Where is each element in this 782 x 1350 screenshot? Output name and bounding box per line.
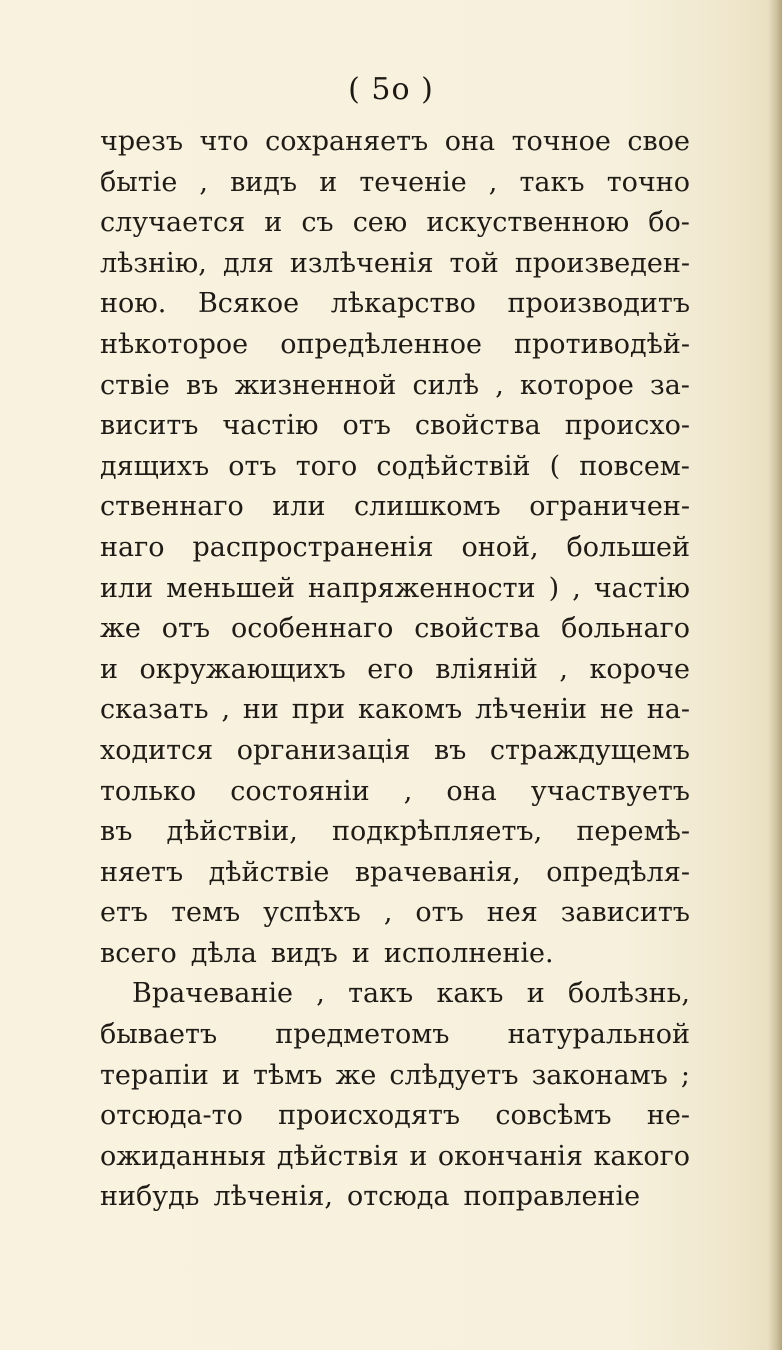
word: , [403,775,413,807]
word: повсем- [579,450,690,482]
text-line [100,1177,690,1218]
word: перемѣ- [576,816,690,848]
word: въ [100,816,133,848]
text-line [100,1056,690,1097]
word: ни [242,694,279,726]
word: болѣзнь, [568,978,690,1010]
word: ограничен- [529,491,690,523]
text-line [100,244,690,285]
page-number: ( 5o ) [348,72,434,107]
word: точное [511,126,611,157]
word: напряженности [308,572,536,604]
word: лѣченія, [213,1181,333,1213]
word: зависитъ [560,897,690,929]
word: же [335,1059,377,1091]
word: больнаго [561,613,690,645]
word: происходятъ [278,1100,461,1132]
word: противодѣй- [514,328,690,360]
text-line [100,569,690,610]
word: оной, [461,531,539,563]
word: опредѣля- [546,856,690,888]
word: отъ [161,613,211,645]
word: чрезъ [100,126,184,157]
word: какъ [436,978,504,1010]
text-line [100,690,690,731]
word: распространенія [192,531,434,563]
word: точно [606,166,690,198]
word: участвуетъ [530,775,690,807]
word: бо- [648,207,690,239]
word: дѣйствіи, [166,816,298,848]
word: излѣченія [289,247,434,279]
word: опредѣленное [280,328,482,360]
text-line [100,163,690,204]
word: ) [548,572,560,604]
word: ственнаго [100,491,244,523]
word: совсѣмъ [495,1100,612,1132]
word: случается [100,207,246,239]
word: отъ [228,450,277,482]
text-line [100,974,690,1015]
word: дѣйствія [276,1140,399,1172]
word: лѣкарство [330,288,476,320]
word: тѣмъ [253,1059,323,1091]
word: всего [100,937,177,969]
word: того [295,450,358,482]
word: дѣйствіе [208,856,330,888]
word: отъ [415,897,464,929]
word: врачеванія, [354,856,521,888]
word: дящихъ [100,450,210,482]
word: слишкомъ [354,491,501,523]
word: свойства [414,613,541,645]
word: какого [593,1140,690,1172]
word: и [409,1140,428,1172]
word: и [100,653,118,685]
word: же [100,613,141,645]
word: ( [549,450,561,482]
word: отъ [342,410,391,442]
word: сохраняетъ [265,126,429,157]
word: ; [680,1059,690,1091]
word: вліяній [435,653,538,685]
word: частію [593,572,690,604]
word: въ [186,369,219,401]
word: что [199,126,249,157]
word: ствіе [100,369,170,401]
text-line [100,934,690,975]
word: , [221,694,231,726]
word: подкрѣпляетъ, [332,816,543,848]
word: етъ [100,897,149,929]
word: съ [301,207,334,239]
text-line [100,1137,690,1178]
word: поправленіе [463,1181,641,1213]
word: отсюда [346,1181,450,1213]
word: ходится [100,734,214,766]
word: темъ [171,897,241,929]
text-line [100,528,690,569]
word: для [222,247,274,279]
word: ною. [100,288,167,320]
word: бываетъ [100,1019,218,1051]
word: которое [519,369,634,401]
text-line [100,447,690,488]
word: нѣкоторое [100,328,249,360]
text-line [100,122,690,163]
body-text [100,122,690,1218]
word: произведен- [514,247,690,279]
word: и [264,207,283,239]
text-line [100,1096,690,1137]
word: слѣдуетъ [389,1059,519,1091]
word: виситъ [100,410,199,442]
text-line [100,1015,690,1056]
word: за- [649,369,690,401]
word: силѣ [412,369,480,401]
word: той [449,247,499,279]
word: няетъ [100,856,184,888]
word: , [572,572,581,604]
word: наго [100,531,165,563]
word: меньшей [166,572,295,604]
text-line [100,731,690,772]
word: и [319,166,338,198]
word: не [599,694,634,726]
word: исполненіе. [383,937,554,969]
word: она [446,775,497,807]
word: , [495,369,504,401]
text-line [100,203,690,244]
word: организація [236,734,411,766]
word: , [488,166,498,198]
word: лѣченіи [475,694,587,726]
word: его [367,653,414,685]
text-line [100,325,690,366]
word: сею [352,207,408,239]
word: , [316,978,325,1010]
word: окончанія [437,1140,583,1172]
word: видъ [230,166,298,198]
word: видъ [270,937,338,969]
word: отсюда-то [100,1100,243,1132]
word: производитъ [507,288,690,320]
word: жизненной [234,369,397,401]
word: дѣла [190,937,257,969]
word: происхо- [564,410,690,442]
word: такъ [348,978,414,1010]
word: натуральной [507,1019,690,1051]
word: , [199,166,208,198]
word: или [100,572,154,604]
word: ожиданныя [100,1140,267,1172]
word: законамъ [531,1059,668,1091]
page-edge-shadow [768,0,782,1350]
text-line [100,853,690,894]
text-line [100,487,690,528]
text-line [100,609,690,650]
word: не- [646,1100,690,1132]
word: нибудь [100,1181,200,1213]
word: какомъ [357,694,463,726]
word: нея [486,897,538,929]
word: она [444,126,496,157]
word: успѣхъ [263,897,361,929]
word: на- [646,694,690,726]
text-line [100,812,690,853]
word: и [351,937,370,969]
word: Всякое [197,288,300,320]
word: окружающихъ [139,653,346,685]
word: свойства [414,410,541,442]
word: особеннаго [231,613,394,645]
word: сказать [100,694,209,726]
text-line [100,406,690,447]
word: содѣйствій [376,450,531,482]
text-line [100,650,690,691]
word: короче [589,653,690,685]
word: состояніи [230,775,370,807]
word: , [383,897,393,929]
word: такъ [519,166,585,198]
word: частію [222,410,319,442]
word: предметомъ [275,1019,450,1051]
word: и [221,1059,240,1091]
text-line [100,284,690,325]
word: теченіе [359,166,467,198]
word: и [526,978,545,1010]
word: лѣзнію, [100,247,207,279]
text-line [100,893,690,934]
word: въ [433,734,467,766]
word: , [559,653,568,685]
text-line [100,366,690,407]
word: страждущемъ [489,734,690,766]
word: большей [566,531,690,563]
word: бытіе [100,166,178,198]
word: искуственною [426,207,630,239]
word: или [272,491,326,523]
word: терапіи [100,1059,209,1091]
word: только [100,775,197,807]
word: Врачеваніе [132,978,293,1010]
text-line [100,772,690,813]
word: при [291,694,346,726]
word: свое [627,126,690,157]
